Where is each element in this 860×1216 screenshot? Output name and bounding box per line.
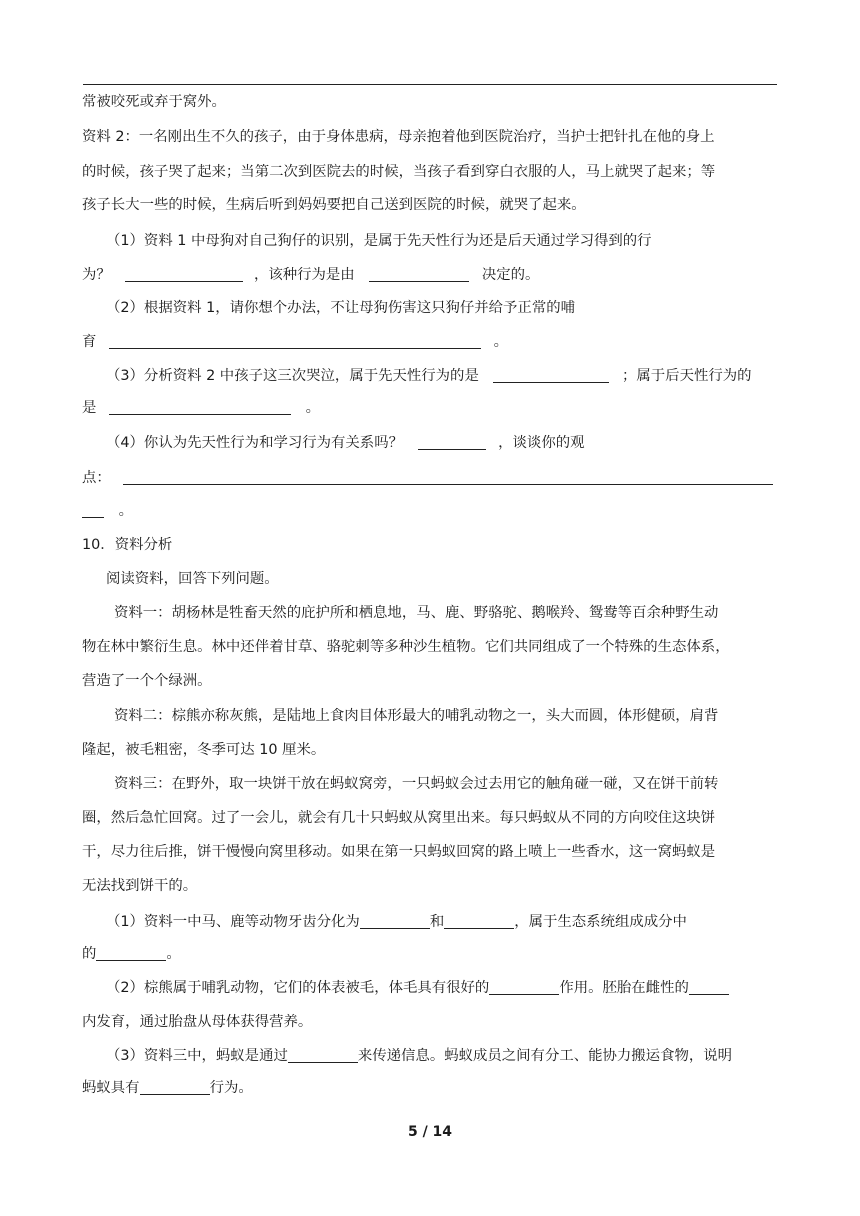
- text-run: 行为。: [209, 1080, 253, 1096]
- text-run: ，该种行为是由: [253, 267, 355, 283]
- text-line: 营造了一个个绿洲。: [82, 673, 212, 689]
- text-run: ，谈谈你的观: [498, 435, 585, 451]
- part-3-line-2: [82, 1078, 782, 1098]
- question-4-answer-line: [82, 468, 782, 488]
- text-line: 圈，然后急忙回窝。过了一会儿，就会有几十只蚂蚁从窝里出来。每只蚂蚁从不同的方向咬住这块饼: [82, 810, 716, 826]
- text-run: （1）资料一中马、鹿等动物牙齿分化为: [106, 914, 360, 930]
- answer-blank[interactable]: [444, 912, 514, 929]
- answer-blank[interactable]: [360, 912, 430, 929]
- header-rule: [83, 84, 777, 85]
- material-2: 资料二：棕熊亦称灰熊，是陆地上食肉目体形最大的哺乳动物之一，头大而圆，体形健硕，肩背: [114, 708, 719, 724]
- part-2: [106, 978, 806, 998]
- material-1: 资料一：胡杨林是牲畜天然的庇护所和栖息地，马、鹿、野骆驼、鹅喉羚、鸳鸯等百余种野生动: [114, 605, 719, 621]
- text-run: 点：: [82, 470, 111, 486]
- answer-blank[interactable]: [125, 265, 243, 282]
- answer-blank[interactable]: [288, 1046, 358, 1063]
- question-4-answer-line-end: [82, 501, 782, 521]
- answer-blank[interactable]: [689, 978, 729, 995]
- answer-blank[interactable]: [82, 501, 104, 518]
- text-run: 作用。胚胎在雌性的: [559, 980, 689, 996]
- text-run: 的: [82, 946, 97, 962]
- answer-blank[interactable]: [123, 468, 773, 485]
- answer-blank[interactable]: [489, 978, 559, 995]
- text-run: （2）棕熊属于哺乳动物，它们的体表被毛，体毛具有很好的: [106, 980, 490, 996]
- question-3: [106, 366, 806, 386]
- section-title: 10．资料分析: [82, 537, 173, 553]
- text-run: 蚂蚁具有: [82, 1080, 140, 1096]
- answer-blank[interactable]: [140, 1078, 210, 1095]
- text-run: （4）你认为先天性行为和学习行为有关系吗？: [106, 435, 403, 451]
- question-2: （2）根据资料 1，请你想个办法，不让母狗伤害这只狗仔并给予正常的哺: [106, 300, 575, 316]
- question-3-answer-line: [82, 398, 782, 418]
- answer-blank[interactable]: [109, 398, 291, 415]
- text-line: 常被咬死或弃于窝外。: [82, 94, 226, 110]
- text-run: 育: [82, 334, 97, 350]
- question-1-answer-line: [82, 265, 782, 285]
- text-run: 为？: [82, 267, 111, 283]
- text-run: （3）分析资料 2 中孩子这三次哭泣，属于先天性行为的是: [106, 368, 479, 384]
- part-1-line-2: [82, 944, 782, 964]
- text-run: 和: [429, 914, 445, 930]
- text-line: 隆起，被毛粗密，冬季可达 10 厘米。: [82, 742, 326, 758]
- question-2-answer-line: [82, 332, 782, 352]
- text-line: 孩子长大一些的时候，生病后听到妈妈要把自己送到医院的时候，就哭了起来。: [82, 197, 586, 213]
- text-run: 。: [166, 946, 181, 962]
- text-run: 。: [118, 503, 133, 519]
- text-line: 干，尽力往后推，饼干慢慢向窝里移动。如果在第一只蚂蚁回窝的路上喷上一些香水，这一窝蚂蚁是: [82, 844, 716, 860]
- text-run: 来传递信息。蚂蚁成员之间有分工、能协力搬运食物，说明: [357, 1048, 733, 1064]
- text-line: 物在林中繁衍生息。林中还伴着甘草、骆驼刺等多种沙生植物。它们共同组成了一个特殊的生态体系，: [82, 639, 730, 655]
- answer-blank[interactable]: [493, 366, 609, 383]
- text-run: 。: [493, 334, 508, 350]
- text-run: 。: [305, 400, 320, 416]
- question-4: [106, 433, 806, 453]
- text-run: ，属于生态系统组成成分中: [514, 914, 687, 930]
- text-line: 内发育，通过胎盘从母体获得营养。: [82, 1014, 313, 1030]
- question-1: （1）资料 1 中母狗对自己狗仔的识别，是属于先天性行为还是后天通过学习得到的行: [106, 233, 652, 249]
- text-line: 资料 2：一名刚出生不久的孩子，由于身体患病，母亲抱着他到医院治疗，当护士把针扎在他的身上: [82, 129, 715, 145]
- page-number: 5 / 14: [407, 1124, 453, 1140]
- text-run: 决定的。: [481, 267, 540, 283]
- part-3: [106, 1046, 806, 1066]
- text-run: 是: [82, 400, 97, 416]
- text-line: 的时候，孩子哭了起来；当第二次到医院去的时候，当孩子看到穿白衣服的人，马上就哭了起来；等: [82, 164, 716, 180]
- part-1: [106, 912, 806, 932]
- answer-blank[interactable]: [369, 265, 469, 282]
- text-run: （3）资料三中，蚂蚁是通过: [106, 1048, 288, 1064]
- answer-blank[interactable]: [96, 944, 166, 961]
- text-line: 无法找到饼干的。: [82, 878, 198, 894]
- answer-blank[interactable]: [418, 433, 486, 450]
- answer-blank[interactable]: [109, 332, 481, 349]
- material-3: 资料三：在野外，取一块饼干放在蚂蚁窝旁，一只蚂蚁会过去用它的触角碰一碰，又在饼干前转: [114, 776, 719, 792]
- text-run: ；属于后天性行为的: [622, 368, 752, 384]
- section-intro: 阅读资料，回答下列问题。: [106, 571, 279, 587]
